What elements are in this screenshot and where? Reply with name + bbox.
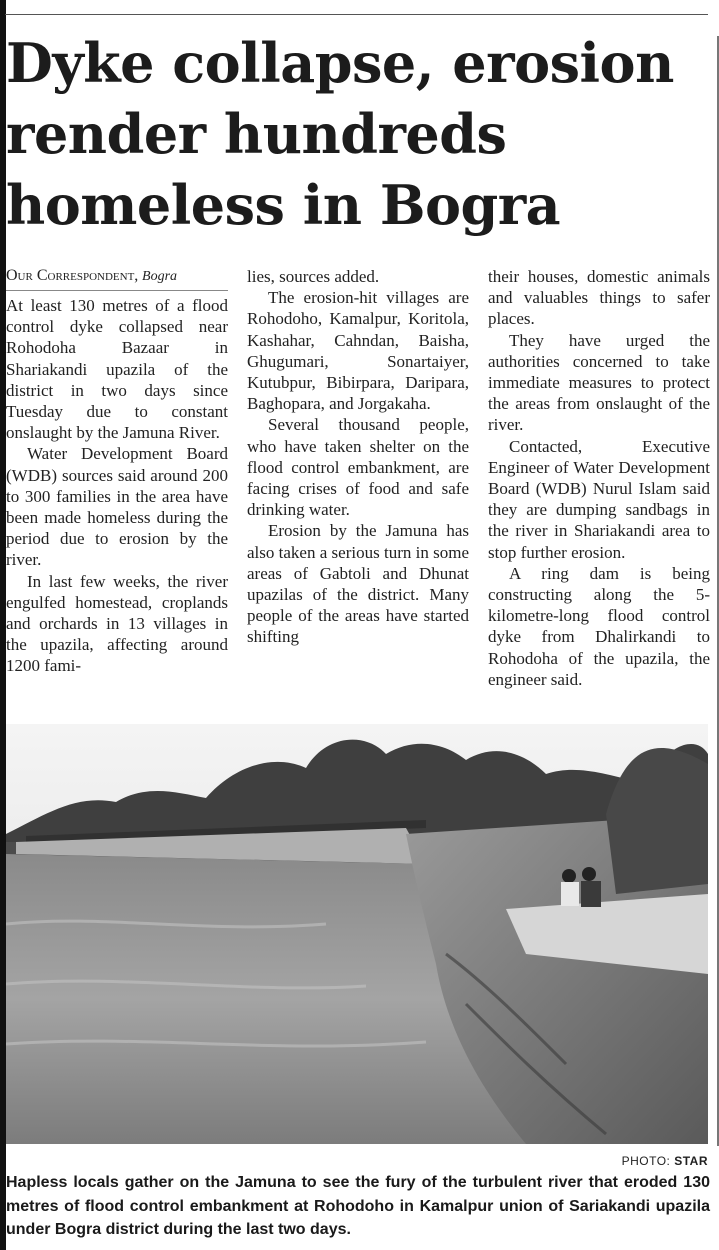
photo-credit [622,1154,708,1168]
paragraph: The erosion-hit villages are Rohodoho, Kamalpur, Koritola, Kashahar, Cahndan, Baisha, Ghugumari, Sonartaiyer, Kutubpur, Bibirpara, Daripara, Baghopara, and Jorgakaha. [247,288,469,414]
news-photo [6,724,708,1144]
headline: Dyke collapse, erosion render hundreds homeless in Bogra [6,31,674,237]
paragraph: Erosion by the Jamuna has also taken a serious turn in some areas of Gabtoli and Dhunat upazilas of the district. Many people of the areas have started shifting [247,521,469,647]
paragraph: Water Development Board (WDB) sources said around 200 to 300 families in the area have been made homeless during the period due to erosion by the river. [6,444,228,570]
paragraph-continued: their houses, domestic animals and valuables things to safer places. [488,267,710,329]
article-columns [6,266,710,718]
photo-caption: Hapless locals gather on the Jamuna to see the fury of the turbulent river that eroded 130 metres of flood control embankment at Rohodoho in Kamalpur union of Sariakandi upazila under Bogra district during the last two days. [6,1174,710,1238]
paragraph: In last few weeks, the river engulfed homestead, croplands and orchards in 13 villages in the upazila, affecting around 1200 fami- [6,571,228,676]
photo-credit-label: PHOTO: [621,1154,671,1168]
paragraph: A ring dam is being constructing along the 5-kilometre-long flood control dyke from Dhalirkandi to Rohodoha of the upazila, the engineer said. [488,563,710,689]
column-3 [488,266,710,690]
byline-location: Bogra [142,269,178,284]
top-rule [5,14,708,15]
photo-credit-source: STAR [674,1154,708,1168]
paragraph: At least 130 metres of a flood control dyke collapsed near Rohodoha Bazaar in Shariakandi upazila of the district in two days since Tuesday due to constant onslaught by the Jamuna River. [6,296,228,443]
byline-author: Our Correspondent, [6,267,139,284]
paragraph-continued: lies, sources added. [247,267,380,286]
paragraph: Several thousand people, who have taken shelter on the flood control embankment, are facing crises of food and safe drinking water. [247,415,469,520]
column-1 [6,266,228,677]
byline [6,266,228,291]
paragraph: Contacted, Executive Engineer of Water Development Board (WDB) Nurul Islam said they are dumping sandbags in the river in Shariakandi area to stop further erosion. [488,436,710,562]
column-2 [247,266,469,648]
paragraph: They have urged the authorities concerned to take immediate measures to protect the areas from onslaught of the river. [488,330,710,435]
